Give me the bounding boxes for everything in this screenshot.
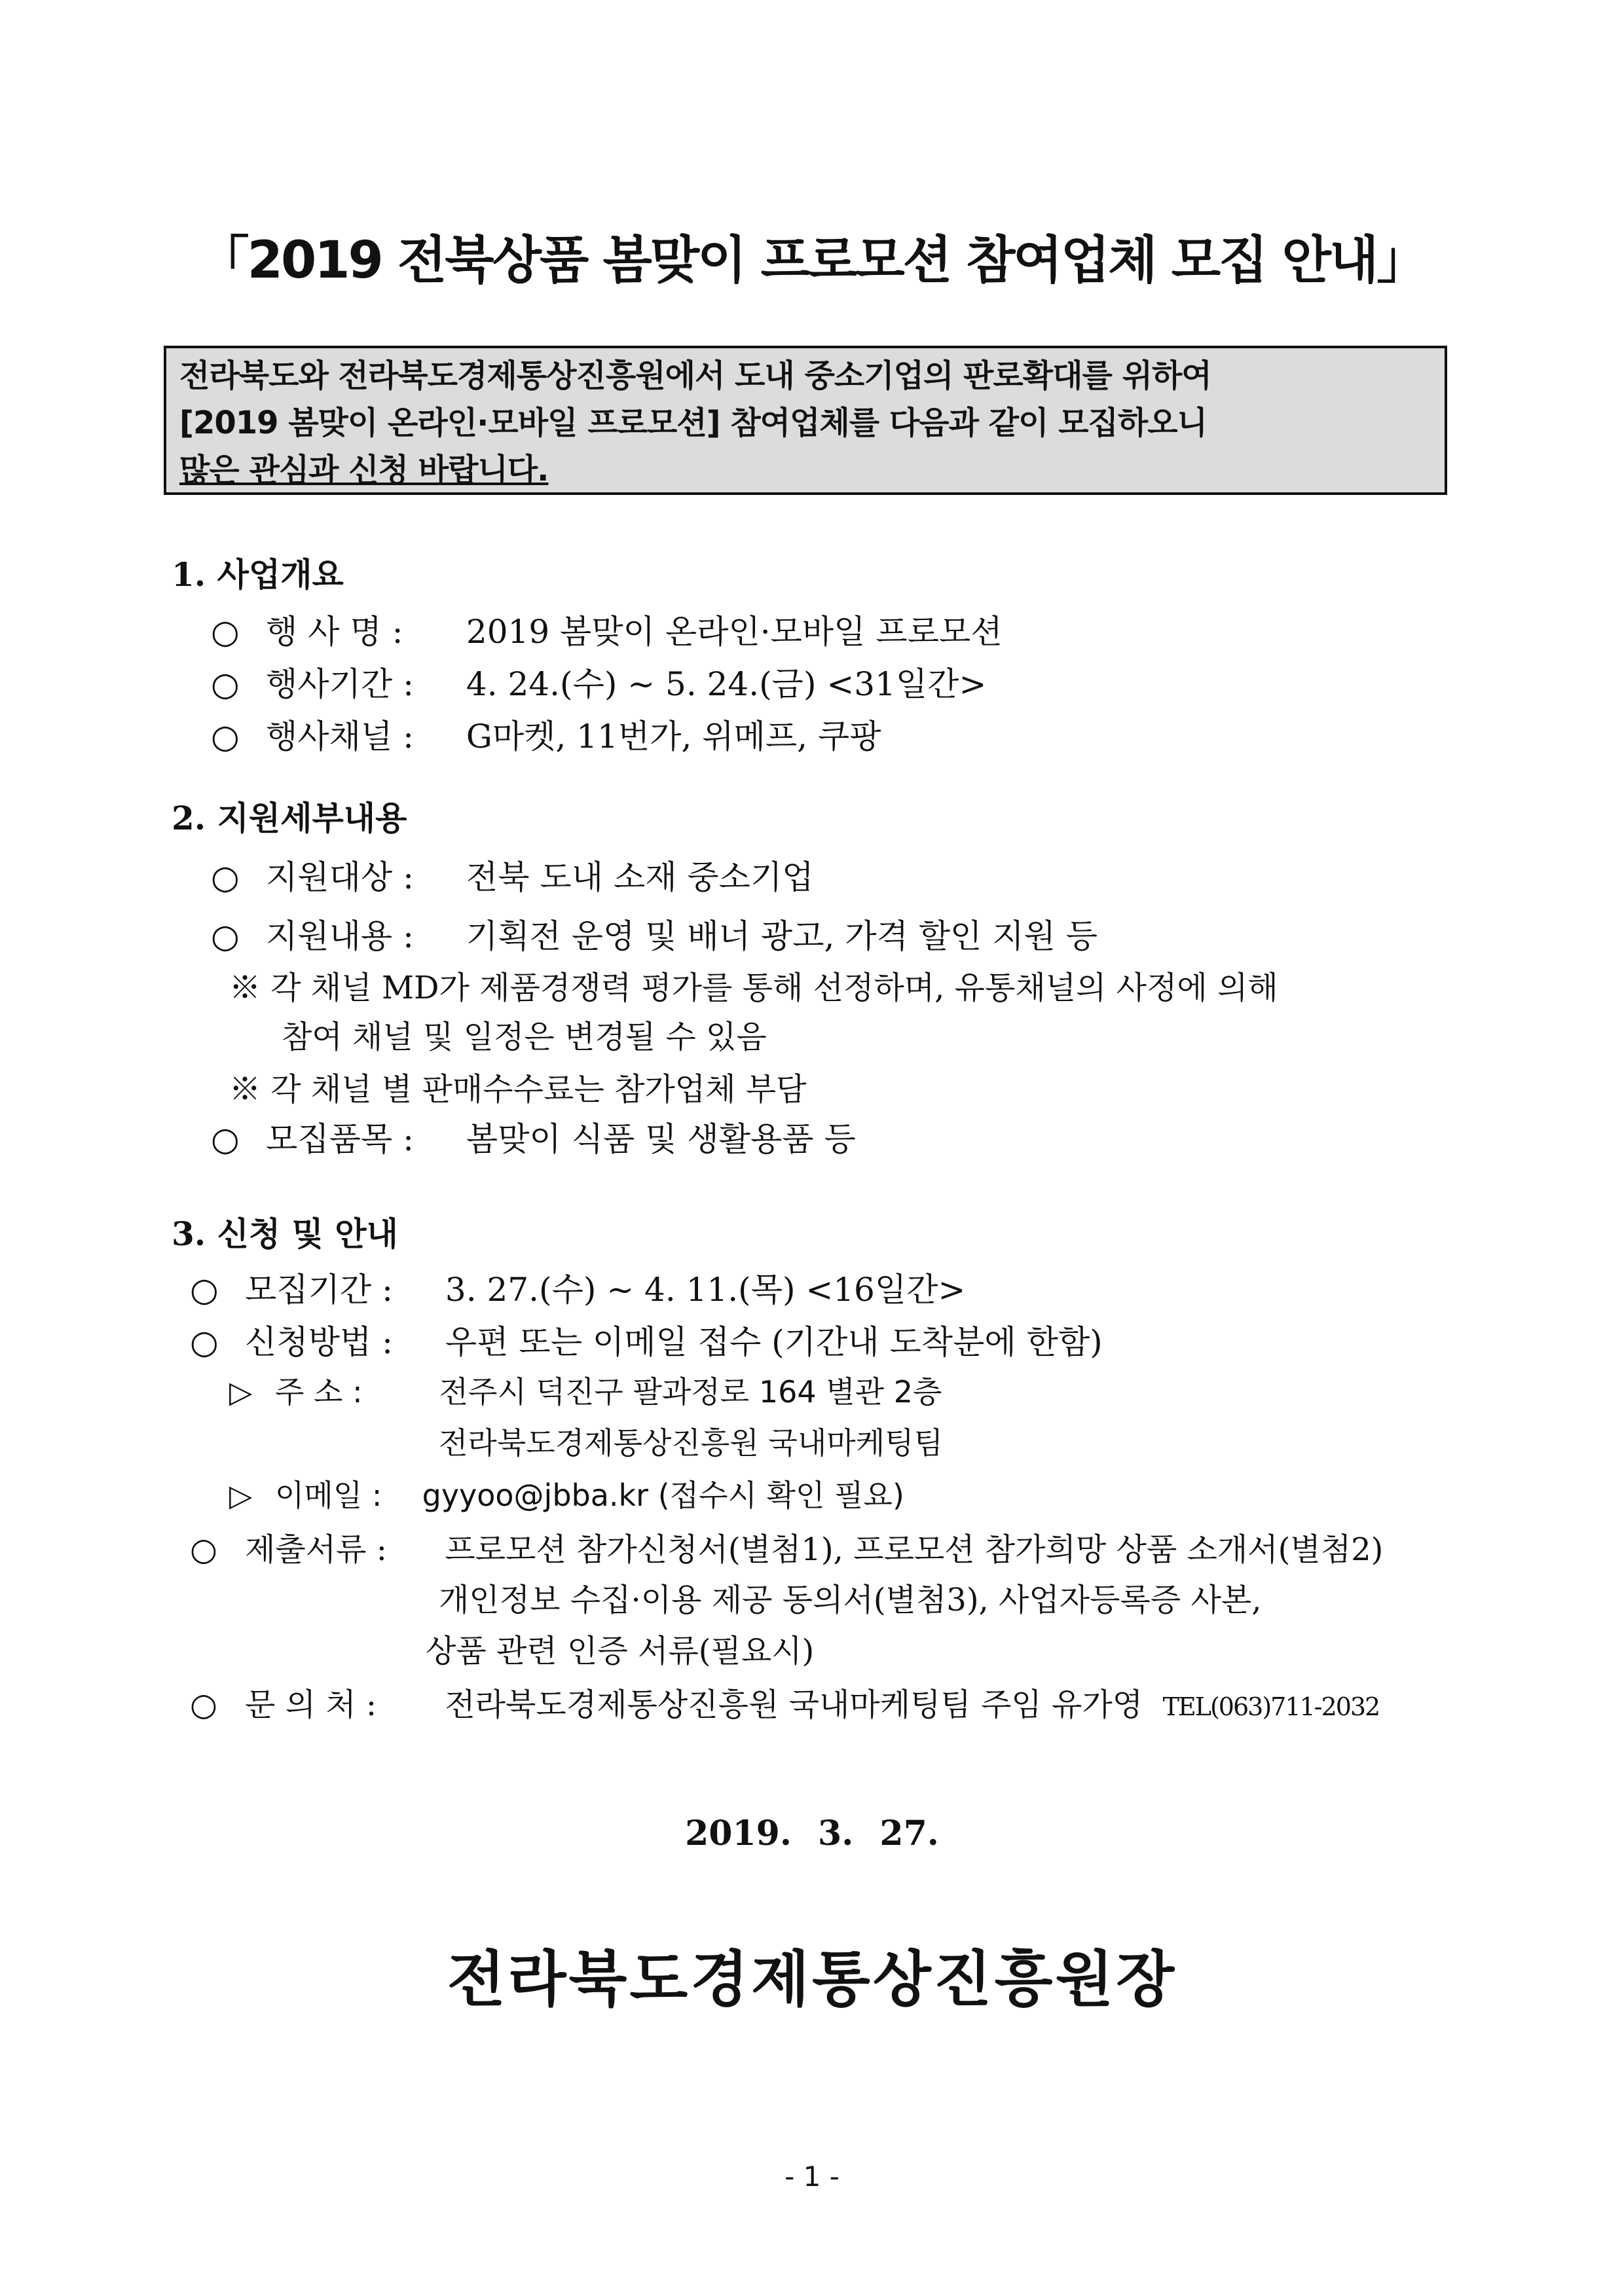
field-label: 주 소 :	[275, 1374, 363, 1410]
field-label: 행사채널 :	[266, 718, 414, 756]
circle-bullet-icon: ○	[211, 665, 240, 703]
field-value: 프로모션 참가신청서(별첨1), 프로모션 참가희망 상품 소개서(별첨2)	[445, 1531, 1384, 1568]
field-value: 3. 27.(수) ~ 4. 11.(목) <16일간>	[445, 1271, 966, 1309]
section2-target	[211, 851, 814, 898]
section3-email	[229, 1472, 904, 1515]
section3-contact	[190, 1679, 1379, 1724]
field-value: 전주시 덕진구 팔과정로 164 별관 2층	[439, 1374, 942, 1410]
section2-content	[211, 910, 1098, 957]
field-value: 2019 봄맞이 온라인·모바일 프로모션	[466, 613, 1003, 651]
summary-line-3: 많은 관심과 신청 바랍니다.	[179, 452, 549, 488]
section3-documents-line2: 개인정보 수집·이용 제공 동의서(별첨3), 사업자등록증 사본,	[439, 1582, 1262, 1618]
field-label: 모집기간 :	[245, 1271, 393, 1309]
circle-bullet-icon: ○	[211, 917, 240, 955]
section3-address-line2: 전라북도경제통상진흥원 국내마케팅팀	[439, 1425, 944, 1461]
field-label: 행 사 명 :	[266, 613, 403, 651]
field-label: 이메일 :	[275, 1478, 382, 1513]
section2-note1-line1: ※ 각 채널 MD가 제품경쟁력 평가를 통해 선정하며, 유통채널의 사정에 의해	[229, 970, 1278, 1006]
section2-note2: ※ 각 채널 별 판매수수료는 참가업체 부담	[229, 1071, 807, 1108]
section3-documents-line3: 상품 관련 인증 서류(필요시)	[426, 1633, 815, 1669]
field-value: 봄맞이 식품 및 생활용품 등	[466, 1120, 856, 1158]
contact-phone: TEL(063)711-2032	[1162, 1692, 1380, 1721]
section1-event-period	[211, 658, 986, 705]
field-label: 문 의 처 :	[245, 1686, 377, 1723]
section3-heading: 3. 신청 및 안내	[172, 1214, 398, 1253]
field-label: 행사기간 :	[266, 665, 414, 703]
summary-line-2: [2019 봄맞이 온라인·모바일 프로모션] 참여업체를 다음과 같이 모집하오니	[179, 405, 1207, 441]
field-label: 제출서류 :	[245, 1531, 387, 1568]
field-value: 전라북도경제통상진흥원 국내마케팅팀 주임 유가영	[445, 1686, 1143, 1723]
section1-event-name	[211, 606, 1003, 653]
field-value: 우편 또는 이메일 접수 (기간내 도착분에 한함)	[445, 1323, 1103, 1361]
circle-bullet-icon: ○	[211, 858, 240, 896]
circle-bullet-icon: ○	[211, 718, 240, 756]
section2-items	[211, 1113, 856, 1160]
summary-box	[164, 346, 1447, 495]
section1-heading: 1. 사업개요	[172, 555, 344, 594]
field-value: 기획전 운영 및 배너 광고, 가격 할인 지원 등	[466, 917, 1098, 955]
summary-line-1: 전라북도와 전라북도경제통상진흥원에서 도내 중소기업의 판로확대를 위하여	[179, 357, 1211, 394]
section3-documents	[190, 1524, 1383, 1569]
circle-bullet-icon: ○	[211, 1120, 240, 1158]
section2-note1-line2: 참여 채널 및 일정은 변경될 수 있음	[282, 1019, 767, 1055]
field-label: 신청방법 :	[245, 1323, 393, 1361]
triangle-bullet-icon: ▷	[229, 1478, 253, 1513]
circle-bullet-icon: ○	[190, 1686, 217, 1723]
section1-event-channels	[211, 710, 881, 757]
issuer-signature: 전라북도경제통상진흥원장	[447, 1944, 1177, 2014]
section3-address	[229, 1368, 942, 1412]
field-label: 모집품목 :	[266, 1120, 414, 1158]
field-value: 전북 도내 소재 중소기업	[466, 858, 814, 896]
circle-bullet-icon: ○	[211, 613, 240, 651]
email-value: gyyoo@jbba.kr (접수시 확인 필요)	[422, 1478, 904, 1513]
section3-method	[190, 1316, 1103, 1363]
triangle-bullet-icon: ▷	[229, 1374, 253, 1410]
document-title: 「2019 전북상품 봄맞이 프로모션 참여업체 모집 안내」	[198, 231, 1426, 290]
section3-period	[190, 1264, 965, 1311]
circle-bullet-icon: ○	[190, 1323, 219, 1361]
circle-bullet-icon: ○	[190, 1271, 219, 1309]
field-value: 4. 24.(수) ~ 5. 24.(금) <31일간>	[466, 665, 987, 703]
circle-bullet-icon: ○	[190, 1531, 217, 1568]
section2-heading: 2. 지원세부내용	[172, 799, 407, 837]
field-value: G마켓, 11번가, 위메프, 쿠팡	[466, 718, 881, 756]
page-number: - 1 -	[784, 2160, 840, 2193]
field-label: 지원내용 :	[266, 917, 414, 955]
field-label: 지원대상 :	[266, 858, 414, 896]
document-date: 2019. 3. 27.	[685, 1813, 939, 1853]
